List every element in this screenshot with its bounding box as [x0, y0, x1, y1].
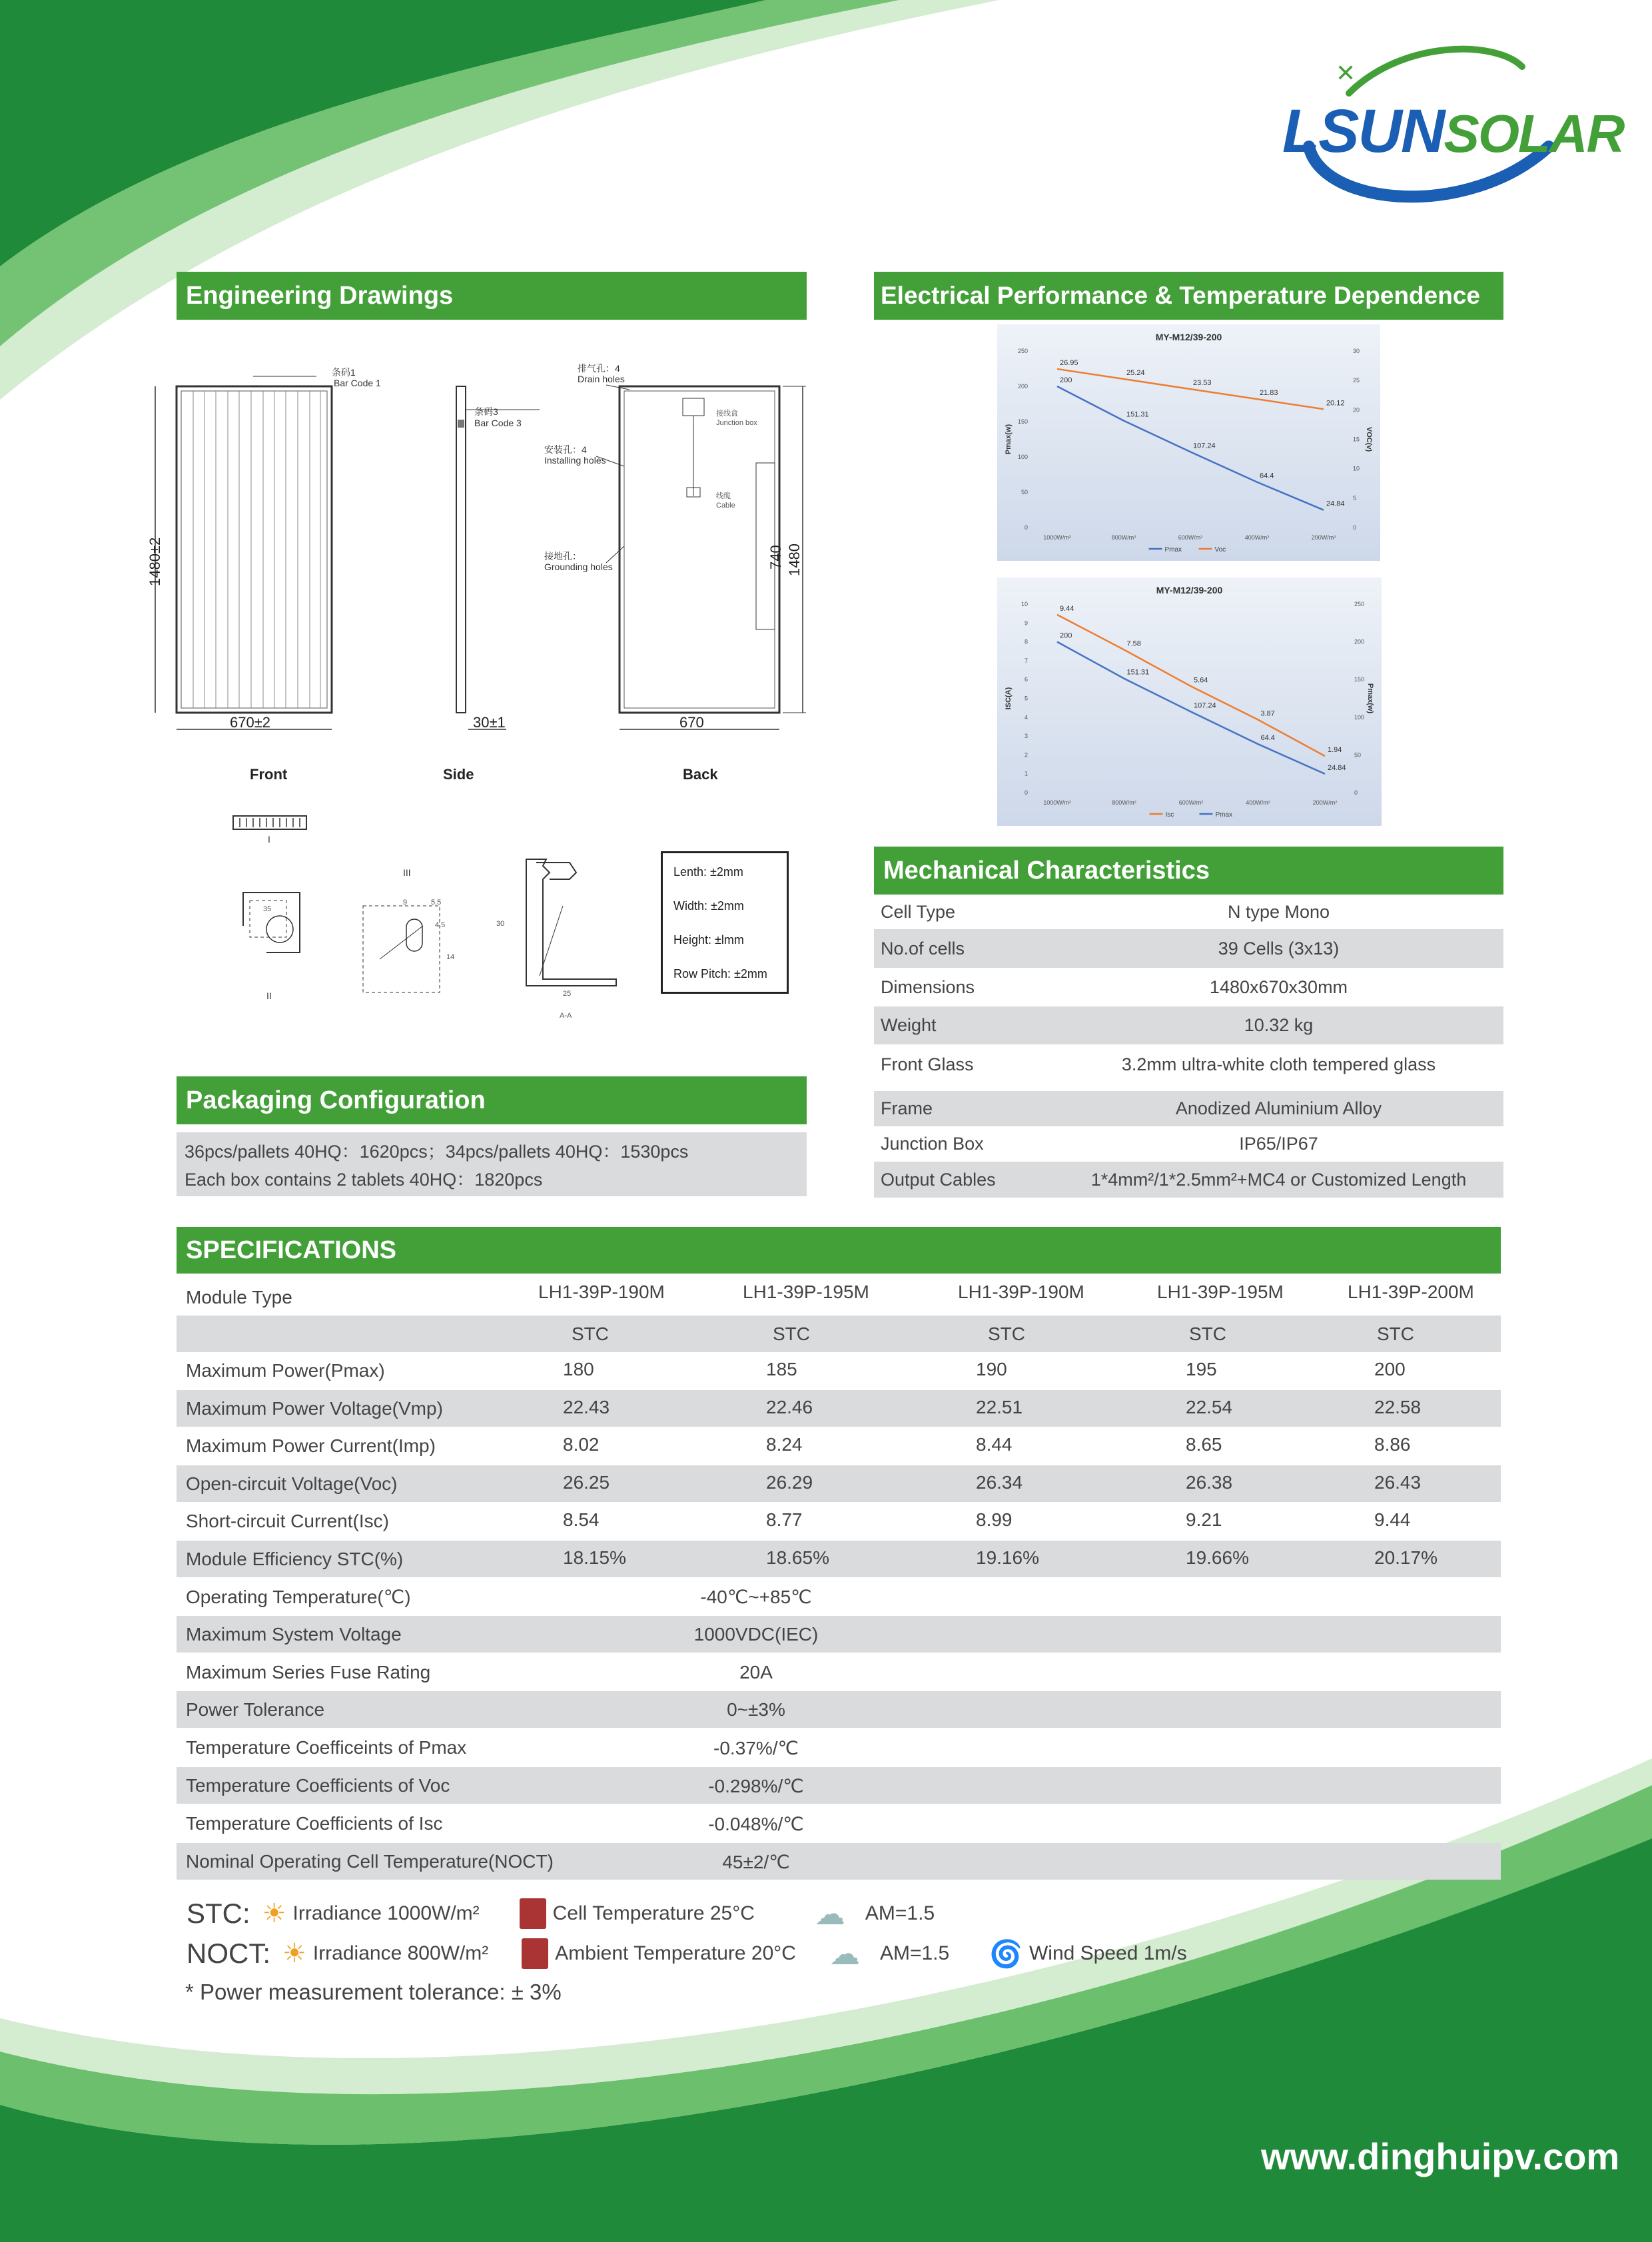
website-url: www.dinghuipv.com [1261, 2135, 1620, 2177]
wind-icon: 🌀 [989, 1939, 1023, 1969]
data-label: 200 [1060, 376, 1072, 384]
y-tick-label: 2 [1024, 751, 1028, 759]
thermometer-icon [522, 1938, 548, 1969]
spec-value: 9.21 [1186, 1509, 1222, 1530]
spec-value: 200 [1374, 1359, 1406, 1379]
barcode1-label: Bar Code 1 [334, 378, 381, 388]
spec-common-row [177, 1578, 1501, 1615]
spec-value: 195 [1186, 1359, 1217, 1379]
y-axis-label: Pmax(w) [1005, 424, 1013, 455]
spec-label: Open-circuit Voltage(Voc) [186, 1473, 398, 1494]
spec-value: 8.65 [1186, 1434, 1222, 1455]
ground-cn: 接地孔： [544, 551, 582, 561]
chart-pmax-voc-svg [997, 324, 1380, 561]
spec-common-value: 1000VDC(IEC) [693, 1623, 819, 1645]
dim-aa: A-A [560, 1012, 572, 1020]
spec-common-value: -0.298%/℃ [708, 1776, 804, 1796]
data-label: 151.31 [1126, 668, 1150, 677]
drain-label: Drain holes [578, 374, 625, 384]
back-width-dim: 670 [679, 714, 704, 731]
spec-value: 26.43 [1374, 1471, 1422, 1493]
mech-row [874, 929, 1503, 968]
spec-value: 22.58 [1374, 1396, 1422, 1417]
roman-one: I [268, 834, 270, 845]
spec-label: Maximum Series Fuse Rating [186, 1661, 431, 1682]
y-right-tick-label: 10 [1353, 465, 1360, 472]
mech-row [874, 1162, 1503, 1198]
spec-common-value: -0.048%/℃ [708, 1813, 804, 1834]
y-tick-label: 9 [1024, 619, 1028, 627]
model-5: LH1-39P-200M [1348, 1282, 1474, 1302]
noct-wind: Wind Speed 1m/s [1029, 1942, 1187, 1964]
y-right-tick-label: 5 [1353, 494, 1357, 502]
tolerance-box [661, 851, 789, 994]
noct-irradiance: Irradiance 800W/m² [312, 1942, 489, 1964]
tolerance-row-pitch: Row Pitch: ±2mm [673, 967, 767, 980]
spec-row [177, 1352, 1501, 1389]
cloud-icon: ☁ [814, 1896, 845, 1931]
model-3: LH1-39P-190M [958, 1282, 1084, 1302]
y-tick-label: 5 [1024, 695, 1028, 702]
data-label: 26.95 [1060, 358, 1078, 367]
front-label: Front [250, 766, 288, 783]
x-tick-label: 600W/m² [1178, 799, 1204, 806]
data-label: 200 [1060, 631, 1072, 640]
tolerance-height: Height: ±lmm [673, 933, 744, 946]
back-label: Back [683, 766, 718, 783]
barcode1-cn: 条码1 [332, 367, 356, 378]
module-type-label: Module Type [186, 1287, 292, 1308]
roman-two: II [266, 990, 272, 1001]
engineering-header: Engineering Drawings [177, 272, 807, 320]
mech-value: 10.32 kg [1244, 1015, 1314, 1035]
mech-value: Anodized Aluminium Alloy [1175, 1098, 1382, 1118]
mech-row [874, 968, 1503, 1006]
data-label: 64.4 [1260, 734, 1275, 743]
stc-2: STC [773, 1323, 810, 1344]
model-4: LH1-39P-195M [1157, 1282, 1284, 1302]
stc-label: STC: [187, 1898, 250, 1929]
stc-3: STC [988, 1323, 1025, 1344]
spec-common-value: -40℃~+85℃ [700, 1587, 812, 1607]
stc-irradiance: Irradiance 1000W/m² [292, 1902, 480, 1924]
series-line-pmax [1057, 386, 1324, 510]
noct-label: NOCT: [187, 1938, 270, 1969]
data-label: 24.84 [1328, 763, 1346, 772]
jbox-label: Junction box [716, 419, 757, 427]
noct-am: AM=1.5 [879, 1942, 950, 1964]
spec-label: Maximum Power Current(Imp) [186, 1435, 436, 1456]
mech-key: Cell Type [881, 901, 956, 922]
spec-value: 8.77 [766, 1509, 803, 1530]
spec-label: Module Efficiency STC(%) [186, 1548, 404, 1569]
y-tick-label: 10 [1021, 601, 1028, 607]
mech-key: Frame [881, 1098, 933, 1118]
data-label: 24.84 [1326, 500, 1345, 508]
spec-value: 18.15% [563, 1547, 626, 1568]
data-label: 21.83 [1260, 389, 1278, 398]
dim-35: 35 [263, 905, 272, 913]
spec-common-value: -0.37%/℃ [713, 1738, 799, 1759]
y-tick-label: 6 [1024, 676, 1028, 683]
x-tick-label: 800W/m² [1111, 534, 1136, 541]
y-right-tick-label: 200 [1354, 638, 1365, 645]
x-tick-label: 200W/m² [1311, 534, 1336, 541]
dim-30: 30 [496, 920, 505, 928]
logo-text-solar: SOLAR [1444, 104, 1624, 163]
mech-value: 1480x670x30mm [1209, 976, 1348, 997]
dim-4-5: 4.5 [435, 921, 446, 929]
chart-pmax-voc [997, 324, 1380, 561]
mech-row [874, 895, 1503, 929]
y-right-axis-label: VOC(v) [1365, 426, 1373, 452]
side-label: Side [443, 766, 474, 783]
data-label: 1.94 [1328, 746, 1342, 755]
spec-label: Temperature Coefficients of Voc [186, 1775, 450, 1796]
dim-9: 9 [403, 899, 408, 907]
spec-value: 8.02 [563, 1434, 600, 1455]
stc-conditions [187, 1896, 935, 1932]
side-dim: 30±1 [473, 714, 506, 731]
jbox-cn: 接线盒 [716, 410, 738, 418]
y-tick-label: 8 [1024, 638, 1028, 645]
spec-label: Power Tolerance [186, 1699, 325, 1720]
spec-value: 26.34 [976, 1471, 1023, 1493]
cloud-icon: ☁ [829, 1936, 860, 1971]
packaging-line-2: Each box contains 2 tablets 40HQ：1820pcs [185, 1170, 543, 1190]
y-right-tick-label: 25 [1353, 377, 1360, 384]
chart-isc-pmax-svg [997, 577, 1382, 826]
barcode3-cn: 条码3 [474, 406, 498, 417]
data-label: 23.53 [1193, 379, 1212, 388]
model-1: LH1-39P-190M [538, 1282, 665, 1302]
spec-label: Maximum Power Voltage(Vmp) [186, 1397, 443, 1419]
stc-4: STC [1189, 1323, 1226, 1344]
data-label: 3.87 [1260, 709, 1275, 718]
spec-row [177, 1427, 1501, 1464]
mech-key: No.of cells [881, 938, 965, 958]
barcode3-label: Bar Code 3 [474, 418, 522, 428]
x-tick-label: 200W/m² [1312, 799, 1338, 806]
chart-title: MY-M12/39-200 [1155, 332, 1222, 342]
series-line-isc [1057, 615, 1325, 756]
y-right-tick-label: 30 [1353, 348, 1360, 354]
electrical-header: Electrical Performance & Temperature Dependence [874, 272, 1503, 320]
spec-label: Maximum System Voltage [186, 1623, 402, 1645]
spec-value: 190 [976, 1359, 1007, 1379]
conditions [187, 1892, 1386, 2012]
noct-ambient-temp: Ambient Temperature 20°C [555, 1942, 796, 1964]
y-tick-label: 0 [1024, 789, 1028, 796]
mech-row [874, 1126, 1503, 1162]
y-tick-label: 1 [1024, 770, 1028, 777]
spec-value: 19.16% [976, 1547, 1039, 1568]
spec-row [177, 1503, 1501, 1539]
y-tick-label: 250 [1017, 348, 1028, 354]
data-label: 64.4 [1260, 472, 1274, 480]
packaging-header: Packaging Configuration [177, 1076, 807, 1124]
x-tick-label: 600W/m² [1178, 534, 1203, 541]
thermometer-icon [520, 1898, 546, 1929]
sun-icon: ☀ [282, 1939, 306, 1968]
dim-25: 25 [563, 990, 572, 998]
y-right-tick-label: 150 [1354, 676, 1365, 683]
packaging-line-1: 36pcs/pallets 40HQ：1620pcs；34pcs/pallets 40HQ：1530pcs [185, 1142, 689, 1162]
y-right-tick-label: 50 [1354, 751, 1362, 759]
spec-label: Short-circuit Current(Isc) [186, 1511, 389, 1531]
stc-1: STC [572, 1323, 609, 1344]
front-width-dim: 670±2 [230, 714, 271, 731]
y-right-tick-label: 15 [1353, 436, 1360, 443]
mech-key: Junction Box [881, 1134, 984, 1154]
mech-value: IP65/IP67 [1239, 1134, 1318, 1154]
spec-label: Operating Temperature(℃) [186, 1587, 411, 1607]
series-line-voc [1057, 369, 1324, 409]
roman-three: III [403, 867, 411, 878]
front-height-dim: 1480±2 [147, 537, 163, 586]
tolerance-width: Width: ±2mm [673, 899, 744, 913]
spec-stc-row [177, 1315, 1501, 1352]
specifications-table [177, 1274, 1501, 1890]
data-label: 151.31 [1126, 410, 1149, 419]
x-tick-label: 400W/m² [1244, 534, 1270, 541]
x-tick-label: 400W/m² [1246, 799, 1270, 806]
spec-value: 22.43 [563, 1396, 610, 1417]
spec-value: 26.25 [563, 1471, 610, 1493]
spec-common-row [177, 1691, 1501, 1728]
spec-common-value: 45±2/℃ [722, 1851, 790, 1872]
y-tick-label: 0 [1024, 524, 1028, 531]
back-height-dim: 1480 [786, 544, 803, 576]
y-tick-label: 150 [1017, 418, 1028, 425]
noct-conditions [187, 1936, 1187, 1972]
y-tick-label: 100 [1017, 454, 1028, 460]
spec-value: 9.44 [1374, 1509, 1411, 1530]
spec-common-row [177, 1767, 1501, 1804]
mechanical-table [874, 895, 1503, 1198]
side-view [443, 386, 540, 783]
svg-text:✕: ✕ [1336, 59, 1356, 87]
mech-key: Dimensions [881, 976, 975, 997]
mech-key: Output Cables [881, 1169, 996, 1190]
legend-label: Pmax [1215, 811, 1233, 819]
y-tick-label: 200 [1017, 383, 1028, 390]
spec-value: 19.66% [1186, 1547, 1249, 1568]
x-tick-label: 800W/m² [1112, 799, 1136, 806]
legend-label: Voc [1214, 546, 1226, 554]
chart-isc-pmax [997, 577, 1382, 826]
data-label: 107.24 [1194, 701, 1216, 710]
spec-value: 8.86 [1374, 1434, 1411, 1455]
y-right-tick-label: 250 [1354, 601, 1365, 607]
spec-value: 18.65% [766, 1547, 829, 1568]
spec-label: Temperature Coefficeints of Pmax [186, 1737, 467, 1758]
spec-row [177, 1541, 1501, 1577]
spec-value: 26.29 [766, 1471, 813, 1493]
y-right-tick-label: 100 [1354, 713, 1365, 721]
x-tick-label: 1000W/m² [1043, 534, 1071, 541]
mech-row [874, 1044, 1503, 1084]
spec-row [177, 1465, 1501, 1502]
stc-5: STC [1377, 1323, 1414, 1344]
back-mid-dim: 740 [767, 545, 784, 569]
drain-cn: 排气孔：4 [578, 363, 620, 374]
data-label: 5.64 [1194, 676, 1208, 685]
spec-common-row [177, 1729, 1501, 1766]
cable-cn: 线缆 [716, 492, 731, 500]
spec-common-value: 0~±3% [727, 1699, 785, 1720]
y-right-axis-label: Pmax(w) [1366, 683, 1374, 714]
cable-label: Cable [716, 502, 735, 510]
legend-label: Isc [1165, 811, 1174, 819]
spec-common-row [177, 1654, 1501, 1690]
legend-label: Pmax [1164, 546, 1182, 554]
y-tick-label: 3 [1024, 733, 1028, 740]
dim-14: 14 [446, 953, 455, 961]
data-label: 7.58 [1126, 639, 1141, 648]
spec-label: Nominal Operating Cell Temperature(NOCT) [186, 1850, 554, 1872]
tolerance-length: Lenth: ±2mm [673, 865, 743, 879]
y-tick-label: 50 [1021, 489, 1028, 496]
install-label: Installing holes [544, 455, 606, 466]
spec-value: 8.24 [766, 1434, 803, 1455]
data-label: 20.12 [1326, 399, 1345, 408]
detail-views [233, 816, 616, 1020]
spec-common-row [177, 1805, 1501, 1842]
mech-value: 1*4mm²/1*2.5mm²+MC4 or Customized Length [1090, 1169, 1467, 1190]
mech-key: Weight [881, 1015, 937, 1035]
spec-label: Maximum Power(Pmax) [186, 1360, 385, 1381]
specifications-header: SPECIFICATIONS [177, 1227, 1501, 1274]
series-line-pmax [1057, 642, 1325, 774]
spec-value: 22.51 [976, 1396, 1023, 1417]
spec-value: 8.54 [563, 1509, 600, 1530]
spec-value: 8.44 [976, 1434, 1013, 1455]
spec-common-value: 20A [739, 1661, 773, 1682]
spec-value: 26.38 [1186, 1471, 1233, 1493]
spec-value: 180 [563, 1359, 594, 1379]
spec-value: 185 [766, 1359, 797, 1379]
mech-value: 3.2mm ultra-white cloth tempered glass [1121, 1054, 1436, 1074]
y-right-tick-label: 0 [1354, 789, 1358, 796]
mech-value: N type Mono [1227, 901, 1330, 922]
mech-value: 39 Cells (3x13) [1218, 938, 1340, 958]
back-view [544, 363, 806, 783]
chart-title: MY-M12/39-200 [1156, 585, 1223, 595]
x-tick-label: 1000W/m² [1043, 799, 1071, 806]
y-right-tick-label: 0 [1353, 524, 1357, 531]
data-label: 25.24 [1126, 369, 1145, 378]
mech-key: Front Glass [881, 1054, 974, 1074]
logo-text-lsun: LSUN [1282, 97, 1444, 165]
y-axis-label: ISC(A) [1005, 687, 1013, 710]
front-view [147, 367, 381, 783]
spec-value: 22.46 [766, 1396, 813, 1417]
y-tick-label: 4 [1024, 713, 1028, 721]
spec-label: Temperature Coefficients of Isc [186, 1812, 443, 1834]
mechanical-header: Mechanical Characteristics [874, 847, 1503, 895]
mech-row [874, 1091, 1503, 1126]
dim-5-5: 5.5 [431, 899, 442, 907]
model-2: LH1-39P-195M [743, 1282, 869, 1302]
spec-value: 8.99 [976, 1509, 1013, 1530]
tolerance-note: * Power measurement tolerance: ± 3% [185, 1980, 562, 2004]
install-cn: 安装孔：4 [544, 444, 587, 455]
ground-label: Grounding holes [544, 561, 613, 572]
y-tick-label: 7 [1024, 657, 1028, 664]
spec-model-row [177, 1274, 1501, 1310]
data-label: 107.24 [1193, 442, 1216, 450]
spec-value: 22.54 [1186, 1396, 1233, 1417]
y-right-tick-label: 20 [1353, 406, 1360, 414]
stc-am: AM=1.5 [865, 1902, 935, 1924]
spec-row [177, 1390, 1501, 1427]
packaging-box [177, 1132, 807, 1196]
spec-common-row [177, 1843, 1501, 1880]
stc-cell-temp: Cell Temperature 25°C [552, 1902, 755, 1924]
spec-common-row [177, 1616, 1501, 1653]
spec-value: 20.17% [1374, 1547, 1438, 1568]
sun-icon: ☀ [262, 1899, 286, 1928]
brand-logo [1269, 47, 1642, 213]
data-label: 9.44 [1060, 604, 1074, 613]
mech-row [874, 1006, 1503, 1044]
